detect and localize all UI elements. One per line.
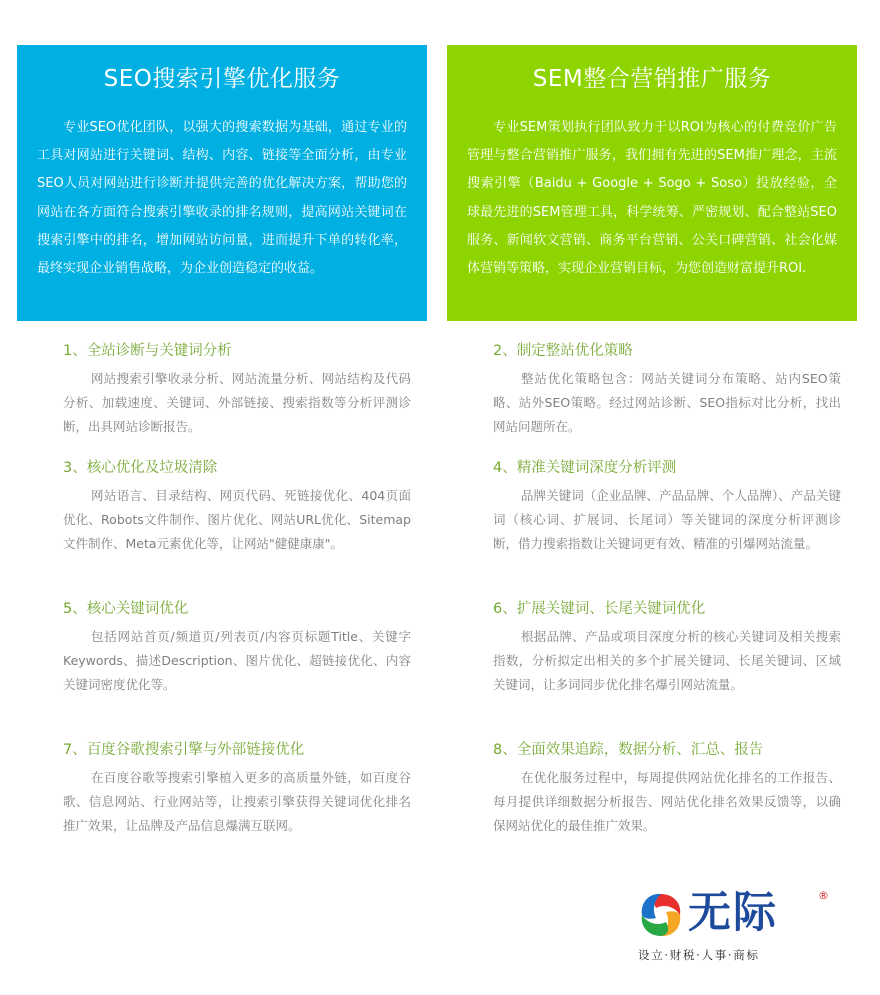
service-item-3 [63, 458, 411, 556]
service-item-8 [493, 740, 841, 838]
service-item-text: 品牌关键词（企业品牌、产品品牌、个人品牌）、产品关键词（核心词、扩展词、长尾词）等关键词的深度分析评测诊断，借力搜索指数让关键词更有效、精准的引爆网站流量。 [493, 488, 841, 551]
logo-name: 无际 [688, 888, 778, 938]
seo-panel-title: SEO搜索引擎优化服务 [103, 66, 341, 92]
sem-service-panel [447, 45, 857, 321]
sem-panel-description: 专业SEM策划执行团队致力于以ROI为核心的付费竞价广告管理与整合营销推广服务，我们拥有先进的SEM推广理念，主流搜索引擎（Baidu + Google + Sogo + Soso）投放经验，全球最先进的SEM管理工具，科学统筹、严密规划、配合整站SEO服务、新闻软文营销、商务平台营销、公关口碑营销、社会化媒体营销等策略，实现企业营销目标，为您创造财富提升ROI. [467, 120, 837, 277]
company-logo [634, 888, 834, 968]
service-item-text: 在优化服务过程中，每周提供网站优化排名的工作报告、每月提供详细数据分析报告、网站优化排名效果反馈等，以确保网站优化的最佳推广效果。 [493, 770, 841, 833]
service-item-text: 网站语言、目录结构、网页代码、死链接优化、404页面优化、Robots文件制作、图片优化、网站URL优化、Sitemap文件制作、Meta元素优化等，让网站"健健康康"。 [63, 488, 411, 551]
service-item-text: 整站优化策略包含：网站关键词分布策略、站内SEO策略、站外SEO策略。经过网站诊断、SEO指标对比分析，找出网站问题所在。 [493, 371, 841, 434]
sem-panel-title: SEM整合营销推广服务 [532, 66, 772, 92]
service-item-2 [493, 341, 841, 439]
service-item-6 [493, 599, 841, 697]
service-item-text: 网站搜索引擎收录分析、网站流量分析、网站结构及代码分析、加载速度、关键词、外部链接、搜索指数等分析评测诊断，出具网站诊断报告。 [63, 371, 411, 434]
service-item-title: 6、扩展关键词、长尾关键词优化 [493, 601, 706, 617]
service-item-title: 5、核心关键词优化 [63, 601, 189, 617]
service-item-7 [63, 740, 411, 838]
seo-panel-description: 专业SEO优化团队，以强大的搜索数据为基础，通过专业的工具对网站进行关键词、结构、内容、链接等全面分析，由专业SEO人员对网站进行诊断并提供完善的优化解决方案，帮助您的网站在各方面符合搜索引擎收录的排名规则，提高网站关键词在搜索引擎中的排名，增加网站访问量，进而提升下单的转化率，最终实现企业销售战略，为企业创造稳定的收益。 [37, 120, 407, 277]
service-item-1 [63, 341, 411, 439]
service-item-title: 2、制定整站优化策略 [493, 343, 633, 359]
service-item-4 [493, 458, 841, 556]
service-item-title: 7、百度谷歌搜索引擎与外部链接优化 [63, 742, 305, 758]
service-item-title: 1、全站诊断与关键词分析 [63, 343, 232, 359]
service-item-title: 3、核心优化及垃圾清除 [63, 460, 218, 476]
service-item-text: 包括网站首页/频道页/列表页/内容页标题Title、关键字Keywords、描述Description、图片优化、超链接优化、内容关键词密度优化等。 [63, 629, 411, 692]
logo-swirl-icon [634, 888, 688, 942]
service-item-5 [63, 599, 411, 697]
logo-tagline: 设立·财税·人事·商标 [638, 948, 760, 962]
service-item-text: 根据品牌、产品或项目深度分析的核心关键词及相关搜索指数，分析拟定出相关的多个扩展关键词、长尾关键词、区域关键词，让多词同步优化排名爆引网站流量。 [493, 629, 841, 692]
service-item-text: 在百度谷歌等搜索引擎植入更多的高质量外链，如百度谷歌、信息网站、行业网站等，让搜索引擎获得关键词优化排名推广效果，让品牌及产品信息爆满互联网。 [63, 770, 411, 833]
registered-mark: ® [818, 889, 829, 902]
service-item-title: 4、精准关键词深度分析评测 [493, 460, 677, 476]
seo-service-panel [17, 45, 427, 321]
service-item-title: 8、全面效果追踪，数据分析、汇总、报告 [493, 742, 764, 758]
